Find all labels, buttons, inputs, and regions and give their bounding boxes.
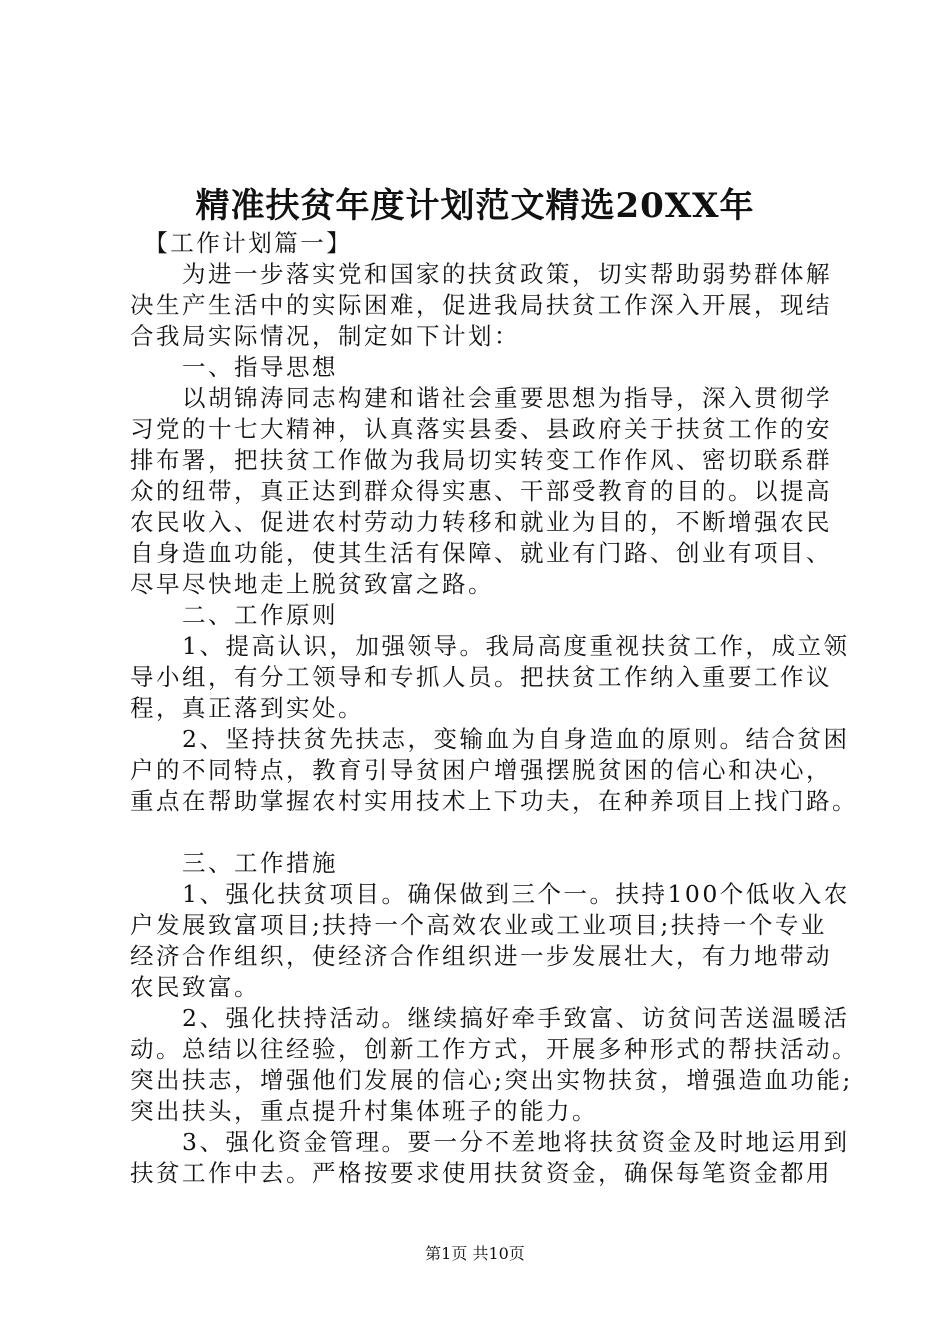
text-line: 【工作计划篇一】: [130, 229, 353, 257]
text-line: 2、坚持扶贫先扶志，变输血为自身造血的原则。结合贫困: [130, 725, 850, 753]
text-line: 一、指导思想: [130, 353, 338, 381]
text-line: 众的纽带，真正达到群众得实惠、干部受教育的目的。以提高: [130, 477, 832, 505]
text-line: 农民致富。: [130, 973, 260, 1001]
text-line: 二、工作原则: [130, 601, 338, 629]
text-line: 农民收入、促进农村劳动力转移和就业为目的，不断增强农民: [130, 508, 832, 536]
text-line: 导小组，有分工领导和专抓人员。把扶贫工作纳入重要工作议: [130, 663, 832, 691]
text-line: 重点在帮助掌握农村实用技术上下功夫，在种养项目上找门路。: [130, 787, 858, 815]
text-line: 习党的十七大精神，认真落实县委、县政府关于扶贫工作的安: [130, 415, 832, 443]
text-line: 决生产生活中的实际困难，促进我局扶贫工作深入开展，现结: [130, 291, 832, 319]
text-line: 为进一步落实党和国家的扶贫政策，切实帮助弱势群体解: [130, 260, 832, 288]
page-footer: 第1页 共10页: [425, 1244, 525, 1263]
text-line: 户的不同特点，教育引导贫困户增强摆脱贫困的信心和决心，: [130, 756, 832, 784]
text-line: 三、工作措施: [130, 849, 338, 877]
text-line: 扶贫工作中去。严格按要求使用扶贫资金，确保每笔资金都用: [130, 1159, 832, 1187]
text-line: 突出扶志，增强他们发展的信心;突出实物扶贫，增强造血功能;: [130, 1066, 853, 1094]
blank-line: [130, 817, 830, 848]
text-line: 1、强化扶贫项目。确保做到三个一。扶持100个低收入农: [130, 880, 850, 908]
text-line: 户发展致富项目;扶持一个高效农业或工业项目;扶持一个专业: [130, 911, 827, 939]
text-line: 1、提高认识，加强领导。我局高度重视扶贫工作，成立领: [130, 632, 850, 660]
text-line: 自身造血功能，使其生活有保障、就业有门路、创业有项目、: [130, 539, 832, 567]
text-line: 以胡锦涛同志构建和谐社会重要思想为指导，深入贯彻学: [130, 384, 832, 412]
document-body: [130, 228, 858, 1189]
text-line: 3、强化资金管理。要一分不差地将扶贫资金及时地运用到: [130, 1128, 850, 1156]
text-line: 合我局实际情况，制定如下计划：: [130, 322, 520, 350]
text-line: 2、强化扶持活动。继续搞好牵手致富、访贫问苦送温暖活: [130, 1004, 850, 1032]
text-line: 尽早尽快地走上脱贫致富之路。: [130, 570, 494, 598]
document-title: 精准扶贫年度计划范文精选20XX年: [195, 186, 755, 226]
text-line: 经济合作组织，使经济合作组织进一步发展壮大，有力地带动: [130, 942, 832, 970]
text-line: 排布署，把扶贫工作做为我局切实转变工作作风、密切联系群: [130, 446, 832, 474]
text-line: 动。总结以往经验，创新工作方式，开展多种形式的帮扶活动。: [130, 1035, 858, 1063]
text-line: 突出扶头，重点提升村集体班子的能力。: [130, 1097, 598, 1125]
text-line: 程，真正落到实处。: [130, 694, 364, 722]
